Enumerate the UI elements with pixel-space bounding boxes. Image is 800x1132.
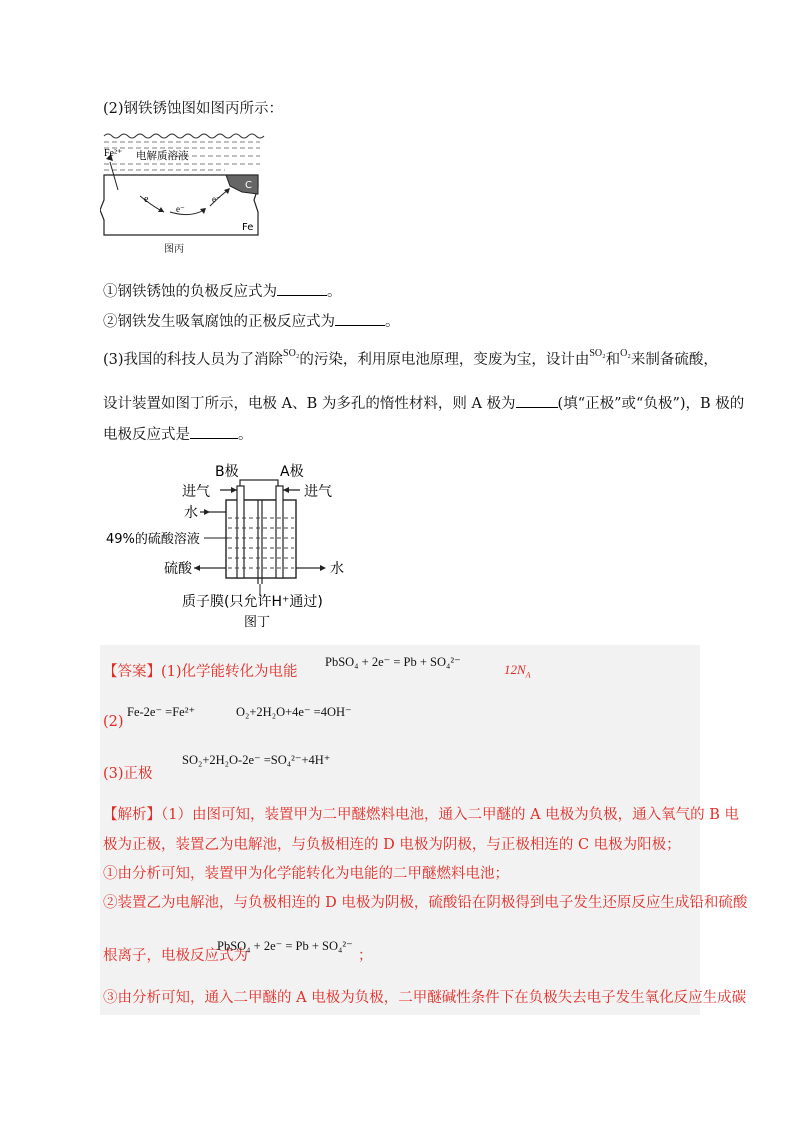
analysis-line-4: ②装置乙为电解池，与负极相连的 D 电极为阴极，硫酸铅在阴极得到电子发生还原反应生成铅和硫酸 (103, 895, 748, 911)
answer-blank (277, 295, 327, 296)
analysis-line-1: 【解析】（1）由图可知，装置甲为二甲醚燃料电池，通入二甲醚的 A 电极为负极，通入氧气的 B 电 (103, 807, 740, 823)
solution-label: 49%的硫酸溶液 (106, 532, 200, 547)
answer-formula-1: PbSO₄ + 2e⁻ = Pb + SO₄²⁻ (325, 655, 461, 669)
answer-line-2: (2) (103, 714, 124, 730)
q3-line-3: 电极反应式是 。 (103, 427, 253, 443)
answer-line-1: 【答案】(1)化学能转化为电能 (103, 664, 298, 680)
analysis-line-3: ①由分析可知，装置甲为化学能转化为电能的二甲醚燃料电池； (103, 866, 509, 882)
answer-na: $12N_A$ (504, 662, 531, 680)
figure-ding-caption: 图丁 (244, 615, 271, 630)
fe2-label: Fe²⁺ (104, 148, 123, 159)
fe-label: Fe (242, 222, 254, 233)
membrane-label: 质子膜(只允许H⁺通过) (182, 594, 323, 610)
answer-blank (190, 438, 238, 439)
figure-bing-caption: 图丙 (164, 244, 184, 255)
q2-item-2: ②钢铁发生吸氧腐蚀的正极反应式为 。 (103, 314, 400, 330)
answer-blank (335, 325, 385, 326)
acid-out-label: 硫酸 (164, 561, 192, 577)
gas-in-left-label: 进气 (182, 484, 210, 500)
electron-label-2: e⁻ (176, 204, 185, 214)
electron-label-1: e (144, 194, 149, 205)
electron-label-3: e⁻ (212, 194, 221, 204)
answer-formula-3: SO₂+2H₂O-2e⁻ =SO₄²⁻+4H⁺ (182, 753, 331, 767)
q3-line-2: 设计装置如图丁所示，电极 A、B 为多孔的惰性材料，则 A 极为 (填“正极”或“负极”)，B 极的 (103, 396, 745, 412)
b-electrode-label: B极 (215, 464, 239, 480)
answer-formula-2a: Fe-2e⁻ =Fe²⁺ (127, 705, 196, 719)
analysis-formula: PbSO₄ + 2e⁻ = Pb + SO₄²⁻ (217, 939, 353, 953)
analysis-line-2: 极为正极，装置乙为电解池，与负极相连的 D 电极为阴极，与正极相连的 C 电极为阳极； (103, 837, 681, 853)
water-in-label: 水 (184, 505, 198, 521)
q2-heading: (2)钢铁锈蚀图如图丙所示： (103, 101, 284, 117)
a-electrode-label: A极 (280, 464, 304, 480)
electrode-a (276, 486, 283, 578)
solution-surface (104, 134, 264, 138)
q2-item-1: ①钢铁锈蚀的负极反应式为 。 (103, 284, 342, 300)
figure-bing (100, 128, 270, 258)
analysis-line-5: 根离子，电极反应式为 (103, 948, 248, 964)
gas-in-right-label: 进气 (304, 484, 332, 500)
carbon-label: C (245, 180, 252, 191)
analysis-line-6: ③由分析可知，通入二甲醚的 A 电极为负极，二甲醚碱性条件下在负极失去电子发生氧化反应生成碳 (103, 990, 747, 1006)
answer-line-3: (3)正极 (103, 766, 153, 782)
q3-line-1: (3)我国的科技人员为了消除$^{SO_2}$的污染，利用原电池原理，变废为宝，设计由$^{SO_2}$和$^{O_2}$来制备硫酸， (103, 348, 718, 368)
answer-label: 【答案】 (103, 664, 161, 680)
analysis-label: 【解析】 (103, 807, 161, 823)
answer-formula-2b: O₂+2H₂O+4e⁻ =4OH⁻ (236, 705, 352, 719)
electrolyte-label: 电解质溶液 (136, 150, 189, 162)
electrode-b (237, 486, 244, 578)
answer-blank (516, 407, 558, 408)
figure-ding (100, 456, 360, 636)
analysis-semicolon: ； (358, 948, 373, 964)
water-out-label: 水 (330, 561, 344, 577)
